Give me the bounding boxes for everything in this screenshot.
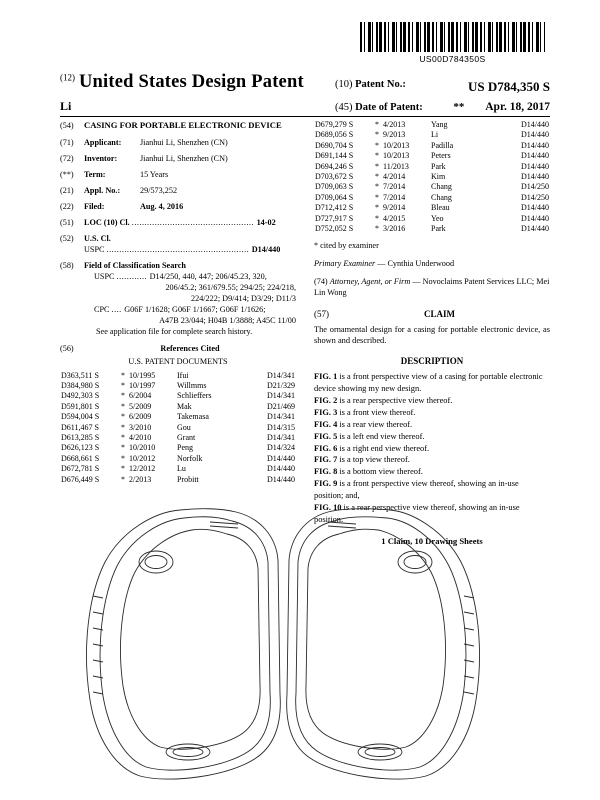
figure-label: FIG. 10 [314, 503, 342, 513]
ref-date: 10/1997 [129, 381, 156, 391]
primary-examiner-label: Primary Examiner [314, 259, 376, 269]
ref-date: 4/2014 [383, 171, 406, 181]
table-row [60, 402, 296, 412]
ref-name: Lu [177, 464, 186, 474]
field-58-uspc-key: USPC [94, 272, 115, 282]
ref-date: 10/2013 [383, 140, 410, 150]
ref-pn: D594,004 S [61, 412, 100, 422]
ref-date: 12/2012 [129, 464, 156, 474]
ref-date: 6/2009 [129, 412, 152, 422]
field-58-uspc-dots: ............ [116, 272, 150, 282]
ref-star: * [375, 223, 379, 233]
ref-star: * [375, 130, 379, 140]
field-74-code: (74) [314, 277, 328, 287]
cited-by-examiner: * cited by examiner [314, 241, 379, 251]
ref-class: D14/341 [267, 391, 295, 401]
ref-pn: D691,144 S [315, 151, 354, 161]
table-row [314, 182, 550, 192]
ref-name: Padilla [431, 140, 454, 150]
field-54-code: (54) [60, 121, 74, 130]
table-row [60, 475, 296, 485]
description-heading: DESCRIPTION [400, 355, 464, 366]
figure-line [314, 443, 550, 455]
patent-header [60, 72, 550, 114]
table-row [314, 172, 550, 182]
title-block [60, 72, 335, 93]
ref-class: D14/440 [267, 474, 295, 484]
field-56-code: (56) [60, 343, 74, 353]
ref-name: Schlieffers [177, 391, 212, 401]
ref-pn: D626,123 S [61, 443, 100, 453]
field-22-value: Aug. 4, 2016 [140, 201, 184, 211]
ref-star: * [121, 422, 125, 432]
field-term-value: 15 Years [140, 169, 169, 179]
ref-class: D14/250 [521, 182, 549, 192]
ref-pn: D709,064 S [315, 192, 354, 202]
patent-no-value: US D784,350 S [468, 79, 550, 94]
header-divider [60, 116, 550, 117]
ref-date: 7/2014 [383, 182, 406, 192]
ref-star: * [121, 433, 125, 442]
ref-name: Grant [177, 433, 196, 442]
table-row [314, 162, 550, 172]
ref-date: 2/2013 [129, 474, 152, 484]
field-58-uspc-line-2: 224/222; D9/414; D3/29; D11/3 [191, 294, 296, 304]
ref-date: 4/2013 [383, 120, 406, 129]
field-term-label: Term: [84, 169, 106, 179]
ref-star: * [375, 192, 379, 202]
field-58-uspc-line-0: D14/250, 440, 447; 206/45.23, 320, [149, 272, 267, 282]
table-row [60, 433, 296, 443]
ref-name: Norfolk [177, 453, 203, 463]
ref-class: D14/440 [521, 130, 549, 140]
field-22 [60, 201, 296, 212]
ref-pn: D384,980 S [61, 381, 100, 391]
references-table-right [314, 120, 550, 234]
field-52-sub: USPC [84, 245, 105, 255]
field-72-label: Inventor: [84, 153, 118, 163]
ref-star: * [121, 370, 125, 380]
ref-star: * [121, 443, 125, 453]
ref-name: Takemasa [177, 412, 209, 422]
patent-no-label: Patent No.: [355, 79, 406, 90]
figure-line [314, 395, 550, 407]
ref-star: * [121, 464, 125, 474]
patent-number-block [335, 79, 550, 95]
date-block [335, 101, 550, 113]
table-row [60, 443, 296, 453]
field-51-code: (51) [60, 217, 74, 227]
ref-class: D14/440 [521, 223, 549, 233]
ref-name: Ifui [177, 370, 189, 380]
claim-heading: CLAIM [424, 308, 455, 319]
table-row [60, 464, 296, 474]
figure-label: FIG. 4 [314, 419, 338, 429]
figure-line [314, 407, 550, 419]
ref-class: D14/440 [267, 453, 295, 463]
ref-date: 9/2014 [383, 203, 406, 213]
field-74-value: Novoclaims Patent Services LLC; Mei Lin Wong [314, 277, 550, 298]
figure-text: is a rear perspective view thereof. [339, 395, 453, 405]
figure-text: is a right end view thereof. [339, 443, 430, 453]
primary-examiner-sep: — [375, 259, 388, 269]
ref-date: 10/2010 [129, 443, 156, 453]
ref-date: 4/2010 [129, 433, 152, 442]
ref-class: D14/341 [267, 433, 295, 442]
figure-line [314, 431, 550, 443]
field-58-uspc-line-1: 206/45.2; 361/679.55; 294/25; 224/218, [165, 283, 296, 293]
field-72 [60, 153, 296, 164]
ref-pn: D694,246 S [315, 161, 354, 171]
field-21-code: (21) [60, 185, 74, 195]
table-row [314, 203, 550, 213]
table-row [314, 130, 550, 140]
claim-sheet-count: 1 Claim, 10 Drawing Sheets [381, 536, 483, 546]
field-21-label: Appl. No.: [84, 185, 121, 195]
ref-class: D14/440 [521, 140, 549, 150]
table-row [60, 423, 296, 433]
figure-text: is a top view thereof. [339, 455, 410, 465]
field-term [60, 169, 296, 180]
ref-name: Gou [177, 422, 191, 432]
claim-heading-row [314, 308, 550, 320]
field-52-label: U.S. Cl. [84, 233, 111, 243]
ref-date: 10/1995 [129, 370, 156, 380]
field-51 [60, 217, 296, 228]
ref-date: 6/2004 [129, 391, 152, 401]
ref-class: D14/341 [267, 370, 295, 380]
figure-text: is a front perspective view of a casing for portable electronic device showing my new design. [314, 372, 543, 393]
field-term-code: (**) [60, 169, 74, 179]
table-row [60, 412, 296, 422]
ref-star: * [375, 151, 379, 161]
field-54 [60, 120, 296, 132]
ref-pn: D672,781 S [61, 464, 100, 474]
casing-drawing-svg [60, 500, 550, 785]
figure-line [314, 419, 550, 431]
table-row [314, 141, 550, 151]
ref-star: * [375, 161, 379, 171]
barcode-image [360, 22, 545, 52]
ref-pn: D613,285 S [61, 433, 100, 442]
ref-pn: D703,672 S [315, 171, 354, 181]
ref-star: * [375, 182, 379, 192]
ref-star: * [121, 401, 125, 411]
field-72-value: Jianhui Li, Shenzhen (CN) [140, 153, 228, 163]
left-column [60, 120, 296, 548]
ref-class: D14/440 [521, 213, 549, 223]
ref-pn: D492,303 S [61, 391, 100, 401]
page-title: United States Design Patent [79, 72, 304, 92]
ref-pn: D611,467 S [61, 422, 99, 432]
ref-star: * [375, 140, 379, 150]
figure-label: FIG. 6 [314, 443, 338, 453]
ref-class: D14/440 [521, 151, 549, 161]
ref-pn: D676,449 S [61, 474, 100, 484]
ref-class: D14/440 [521, 120, 549, 129]
field-58-label: Field of Classification Search [84, 261, 186, 271]
ref-star: * [375, 213, 379, 223]
ref-name: Yang [431, 120, 448, 129]
field-21 [60, 185, 296, 196]
ref-star: * [375, 203, 379, 213]
ref-date: 3/2010 [129, 422, 152, 432]
field-code-45: (45) [335, 102, 353, 113]
inventor-surname: Li [60, 99, 72, 113]
claim-text: The ornamental design for a casing for portable electronic device, as shown and described. [314, 324, 550, 346]
field-71-value: Jianhui Li, Shenzhen (CN) [140, 137, 228, 147]
barcode-block [360, 22, 545, 64]
ref-pn: D363,511 S [61, 370, 99, 380]
ref-pn: D752,052 S [315, 223, 354, 233]
field-code-10: (10) [335, 79, 353, 90]
ref-star: * [375, 120, 379, 129]
drawing-figure [60, 500, 550, 785]
figure-text: is a front view thereof. [339, 407, 416, 417]
refs-subhead: U.S. PATENT DOCUMENTS [128, 356, 228, 366]
field-52-dots: ........................................................ [106, 245, 252, 255]
table-row [314, 151, 550, 161]
figure-label: FIG. 9 [314, 479, 338, 489]
date-label: Date of Patent: [355, 102, 423, 113]
figure-label: FIG. 5 [314, 431, 338, 441]
field-52 [60, 233, 296, 255]
field-57-code: (57) [314, 308, 329, 319]
ref-date: 9/2013 [383, 130, 406, 140]
ref-class: D14/440 [521, 203, 549, 213]
table-row [314, 224, 550, 234]
ref-name: Willmms [177, 381, 207, 391]
field-code-12: (12) [60, 72, 75, 83]
ref-name: Peters [431, 151, 451, 161]
ref-name: Mak [177, 401, 192, 411]
figure-text: is a front perspective view thereof, showing an in-use position; and, [314, 479, 519, 501]
table-row [314, 120, 550, 130]
ref-name: Park [431, 223, 446, 233]
attorney-block [314, 276, 550, 298]
ref-class: D14/341 [267, 412, 295, 422]
field-21-value: 29/573,252 [140, 185, 178, 195]
field-74-label: Attorney, Agent, or Firm [329, 277, 411, 287]
table-row [314, 214, 550, 224]
ref-date: 3/2016 [383, 223, 406, 233]
field-58-cpc-line-1: A47B 23/044; H04B 1/3888; A45C 11/00 [159, 316, 296, 326]
ref-pn: D709,063 S [315, 182, 354, 192]
ref-name: Yeo [431, 213, 444, 223]
field-51-dots: ................................................ [131, 217, 257, 227]
ref-class: D14/324 [267, 443, 295, 453]
field-58-cpc-dots: .... [111, 305, 125, 315]
ref-pn: D679,279 S [315, 120, 354, 129]
ref-star: * [121, 453, 125, 463]
ref-star: * [121, 381, 125, 391]
ref-star: * [121, 412, 125, 422]
ref-date: 4/2015 [383, 213, 406, 223]
ref-class: D14/250 [521, 192, 549, 202]
ref-date: 11/2013 [383, 161, 409, 171]
figure-label: FIG. 2 [314, 395, 338, 405]
figure-label: FIG. 1 [314, 372, 338, 382]
field-72-code: (72) [60, 153, 74, 163]
field-54-title: CASING FOR PORTABLE ELECTRONIC DEVICE [84, 120, 282, 130]
figure-line [314, 454, 550, 466]
ref-name: Chang [431, 192, 452, 202]
table-row [60, 391, 296, 401]
field-56 [60, 343, 296, 354]
ref-name: Peng [177, 443, 193, 453]
ref-class: D14/440 [521, 161, 549, 171]
figure-label: FIG. 7 [314, 455, 338, 465]
field-22-code: (22) [60, 201, 74, 211]
ref-pn: D689,056 S [315, 130, 354, 140]
field-51-value: 14-02 [256, 217, 276, 227]
field-56-label: References Cited [160, 343, 220, 353]
figure-line [314, 466, 550, 478]
table-row [314, 193, 550, 203]
ref-pn: D668,661 S [61, 453, 100, 463]
right-column [314, 120, 550, 548]
references-table-left [60, 371, 296, 485]
field-51-label: LOC (10) Cl. [84, 217, 130, 227]
ref-class: D14/440 [267, 464, 295, 474]
ref-class: D14/315 [267, 422, 295, 432]
ref-date: 5/2009 [129, 401, 152, 411]
date-value: Apr. 18, 2017 [485, 101, 550, 113]
ref-name: Bleau [431, 203, 450, 213]
ref-pn: D591,801 S [61, 401, 100, 411]
figure-text: is a rear perspective view thereof, showing an in-use position. [314, 503, 520, 525]
ref-star: * [121, 474, 125, 484]
ref-date: 10/2012 [129, 453, 156, 463]
table-row [60, 381, 296, 391]
field-58-code: (58) [60, 261, 74, 271]
ref-name: Li [431, 130, 439, 140]
field-58-cpc-line-0: G06F 1/1628; G06F 1/1667; G06F 1/1626; [124, 305, 266, 315]
ref-star: * [121, 391, 125, 401]
barcode-number: US00D784350S [419, 54, 486, 64]
ref-class: D14/440 [521, 171, 549, 181]
figure-text: is a rear view thereof. [339, 419, 413, 429]
field-58-cpc-key: CPC [94, 305, 110, 315]
ref-class: D21/329 [267, 381, 295, 391]
ref-class: D21/469 [267, 401, 295, 411]
table-row [60, 454, 296, 464]
field-22-label: Filed: [84, 201, 105, 211]
field-52-value: D14/440 [251, 245, 281, 255]
field-58 [60, 260, 296, 337]
table-row [60, 371, 296, 381]
primary-examiner [314, 258, 550, 269]
field-71-label: Applicant: [84, 137, 122, 147]
ref-date: 7/2014 [383, 192, 406, 202]
ref-pn: D712,412 S [315, 203, 354, 213]
ref-name: Chang [431, 182, 452, 192]
field-71-code: (71) [60, 137, 74, 147]
ref-pn: D690,704 S [315, 140, 354, 150]
field-71 [60, 137, 296, 148]
ref-name: Kim [431, 171, 446, 181]
field-74-sep: — [410, 277, 423, 287]
primary-examiner-value: Cynthia Underwood [387, 259, 455, 269]
ref-date: 10/2013 [383, 151, 410, 161]
ref-name: Probitt [177, 474, 199, 484]
figure-label: FIG. 3 [314, 407, 338, 417]
field-58-note: See application file for complete search history. [96, 327, 253, 337]
figure-text: is a bottom view thereof. [339, 467, 423, 477]
ref-star: * [375, 171, 379, 181]
figure-text: is a left end view thereof. [339, 431, 425, 441]
figure-line [314, 371, 550, 395]
ref-name: Park [431, 161, 446, 171]
figure-label: FIG. 8 [314, 467, 338, 477]
ref-pn: D727,917 S [315, 213, 354, 223]
date-stars: ** [453, 101, 465, 113]
figure-line [314, 478, 550, 502]
field-52-code: (52) [60, 233, 74, 243]
